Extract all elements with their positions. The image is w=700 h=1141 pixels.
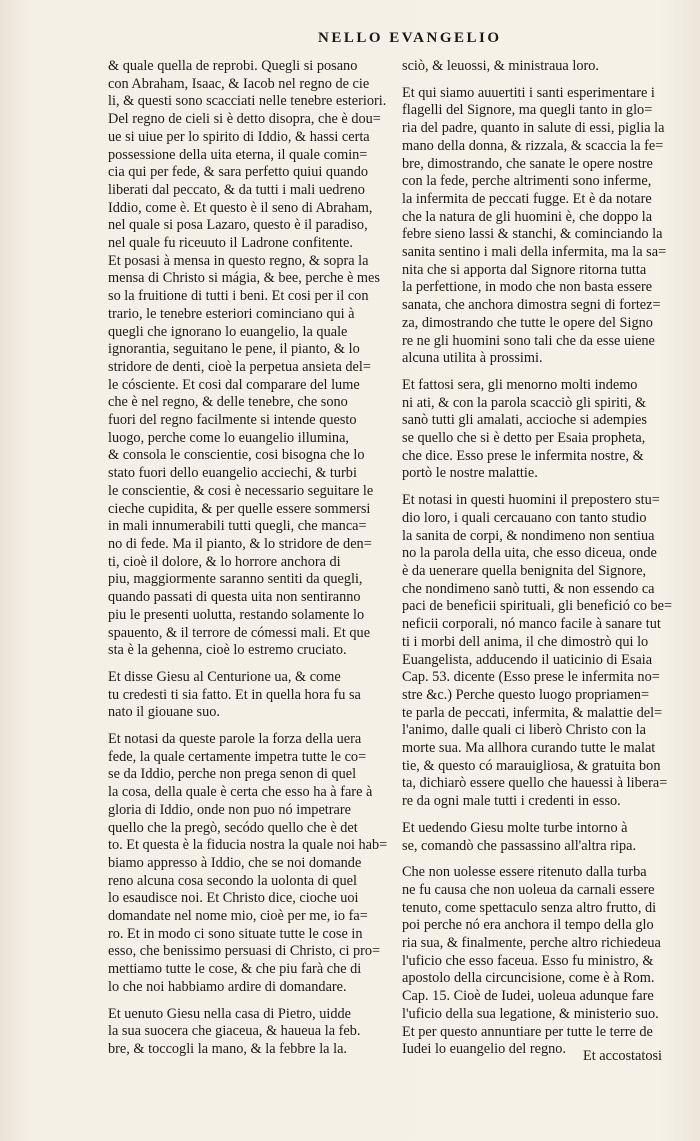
text-line: no di fede. Ma il pianto, & lo stridore de den= [108, 535, 372, 552]
paragraph [402, 820, 680, 855]
text-line: li, & questi sono scacciati nelle tenebre esteriori. [108, 93, 387, 110]
text-line: cieche cupidita, & per quelle essere sommersi [108, 500, 371, 517]
text-line: se da Iddio, perche non prega senon di quel [108, 766, 357, 783]
text-line: quando passati di questa uita non sentiranno [108, 589, 361, 606]
text-line: sanita sentino i mali della infermita, ma la sa= [402, 244, 667, 261]
text-line: mettiamo tutte le cose, & che piu farà che di [108, 961, 362, 978]
paragraph [402, 492, 680, 811]
text-line: l'uficio che esso faceua. Esso fu ministro, & [402, 952, 654, 969]
text-line: to. Et questa è la fiducia nostra la quale noi hab= [108, 837, 388, 854]
right-column [402, 58, 680, 1068]
text-line: l'animo, dalle quali ci liberò Christo con la [402, 722, 646, 739]
text-line: tu credesti ti sia fatto. Et in quella hora fu sa [108, 686, 361, 703]
text-line: re ne gli huomini sono tali che da esse uiene [402, 332, 655, 349]
text-line: ti, cioè il dolore, & lo horrore anchora di [108, 553, 341, 570]
text-line: tie, & questo có marauigliosa, & gratuita bon [402, 757, 661, 774]
text-line: ria del padre, quanto in salute di essi, piglia la [402, 120, 665, 137]
text-line: se quello che si è detto per Esaia propheta, [402, 430, 646, 447]
text-line: ignorantia, seguitano le pene, il pianto, & lo [108, 341, 360, 358]
text-line: poi perche nó era anchora il tempo della glo [402, 917, 654, 934]
text-line: mano della donna, & rizzala, & scaccia la fe= [402, 137, 664, 154]
text-line: piu, maggiormente saranno sentiti da quegli, [108, 571, 363, 588]
text-line: fede, la quale certamente impetra tutte le co= [108, 748, 367, 765]
catchword: Et accostatosi [583, 1048, 663, 1064]
paragraph [402, 85, 680, 368]
paragraph [108, 731, 390, 997]
text-line: è da uenerare quella benignita del Signore, [402, 562, 647, 579]
text-line: stato fuori dello euangelio acciechi, & turbi [108, 465, 357, 482]
text-line: che nondimeno sanò tutti, & non essendo ca [402, 580, 655, 597]
text-line: la cosa, della quale è certa che esso ha à fare à [108, 784, 373, 801]
text-line: la sanita de corpi, & nondimeno non sentiua [402, 527, 655, 544]
text-line: che la natura de gli huomini è, che doppo la [402, 208, 653, 225]
paragraph [108, 669, 390, 722]
text-line: trario, le tenebre esteriori cominciano qui à [108, 305, 355, 322]
text-line: luogo, perche come lo euangelio illumina, [108, 429, 349, 446]
text-line: & consola le conscientie, cosi bisogna che lo [108, 447, 365, 464]
text-line: lo che noi habbiamo ardire di domandare. [108, 978, 347, 995]
text-line: Che non uolesse essere ritenuto dalla turba [402, 864, 647, 881]
text-line: la infermita de peccati fugge. Et è da notare [402, 190, 652, 207]
text-line: ni ati, & con la parola scacciò gli spiriti, & [402, 394, 647, 411]
text-line: Et disse Giesu al Centurione ua, & come [108, 668, 341, 685]
text-line: quegli che ignorano lo euangelio, la quale [108, 323, 348, 340]
text-line: Et fattosi sera, gli menorno molti indemo [402, 376, 638, 393]
text-line: nita che si apporta dal Signore ritorna tutta [402, 261, 647, 278]
paragraph [108, 58, 390, 660]
text-line: Et per questo annuntiare per tutte le terre de [402, 1023, 653, 1040]
text-line: le cósciente. Et cosi dal comparare del lume [108, 376, 360, 393]
text-line: che dice. Esso prese le infermita nostre, & [402, 447, 644, 464]
text-line: Et notasi in questi huomini il prepostero stu= [402, 492, 660, 509]
text-line: domandate nel nome mio, cioè per me, io fa= [108, 908, 368, 925]
text-line: l'uficio della sua legatione, & ministerio suo. [402, 1005, 659, 1022]
text-line: Iudei lo euangelio del regno. [402, 1041, 566, 1058]
text-line: tenuto, come spettaculo senza altro frutto, di [402, 899, 657, 916]
text-line: Et uedendo Giesu molte turbe intorno à [402, 819, 628, 836]
text-line: sciò, & leuossi, & ministraua loro. [402, 58, 599, 74]
text-line: Et qui siamo auuertiti i santi esperimentare i [402, 84, 655, 101]
text-line: portò le nostre malattie. [402, 465, 538, 482]
text-line: no la parola della uita, che esso diceua, onde [402, 545, 657, 562]
text-line: la sua suocera che giaceua, & haueua la feb. [108, 1023, 361, 1040]
text-line: piu le presenti uolutta, restando solamente lo [108, 606, 365, 623]
text-line: mensa di Christo si mágia, & bee, perche è mes [108, 270, 380, 287]
text-line: le conscientie, & cosi è necessario seguitare le [108, 482, 374, 499]
text-line: re da ogni male tutti i credenti in esso. [402, 793, 621, 810]
left-column [108, 58, 390, 1068]
text-line: stridore de denti, cioè la perpetua ansieta del= [108, 358, 371, 375]
text-line: ti i morbi dell anima, il che dimostrò qui lo [402, 633, 649, 650]
text-line: dio loro, i quali cercauano con tanto studio [402, 509, 647, 526]
text-line: so la fruitione di tutti i beni. Et cosi per il con [108, 288, 369, 305]
text-line: sta è la gehenna, cioè lo estremo cruciato. [108, 642, 347, 659]
text-line: Et posasi à mensa in questo regno, & sopra la [108, 252, 369, 269]
text-line: in mali innumerabili tutti quegli, che manca= [108, 518, 367, 535]
text-line: Iddio, come è. Et questo è il seno di Abraham, [108, 199, 373, 216]
text-line: se, comandò che passassino all'altra ripa. [402, 837, 637, 854]
text-line: possessione della uita eterna, il quale comin= [108, 146, 368, 163]
text-line: nato il giouane suo. [108, 704, 220, 721]
text-line: Et notasi da queste parole la forza della uera [108, 731, 362, 748]
text-line: za, dimostrando che tutte le opere del Signo [402, 314, 653, 331]
text-line: con Abraham, Isaac, & Iacob nel regno de cie [108, 75, 370, 92]
running-header: NELLO EVANGELIO [318, 30, 502, 46]
paragraph [108, 1006, 390, 1059]
text-line: neficii corporali, nó manco facile à sanare tut [402, 616, 661, 633]
text-line: stre &c.) Perche questo luogo propriamen= [402, 686, 650, 703]
text-line: ue si uiue per lo spirito di Iddio, & hassi certa [108, 128, 370, 145]
text-line: lo esaudisce noi. Et Christo dice, cioche uoi [108, 890, 359, 907]
paragraph [402, 377, 680, 483]
paragraph [402, 58, 680, 76]
paragraph [402, 864, 680, 1059]
text-line: reno alcuna cosa secondo la uolonta di quel [108, 872, 357, 889]
text-line: liberati dal peccato, & da tutti i mali uedreno [108, 181, 365, 198]
text-line: bre, dimostrando, che sanate le opere nostre [402, 155, 653, 172]
text-line: Del regno de cieli si è detto disopra, che è dou= [108, 111, 381, 128]
text-line: Et uenuto Giesu nella casa di Pietro, uidde [108, 1005, 351, 1022]
text-line: flagelli del Signore, ma quegli tanto in glo= [402, 102, 653, 119]
text-line: febre sieno lassi & stanchi, & cominciando la [402, 226, 663, 243]
text-line: sanò tutti gli amalati, accioche si adempies [402, 412, 647, 429]
text-line: nel quale si posa Lazaro, questo è il paradiso, [108, 217, 368, 234]
text-line: biamo appresso à Iddio, che se noi domande [108, 854, 362, 871]
text-line: te parla de peccati, infermita, & malattie del= [402, 704, 663, 721]
text-line: ro. Et in modo ci sono situate tutte le cose in [108, 925, 363, 942]
text-line: fuori del regno facilmente si intende questo [108, 412, 357, 429]
text-line: morte sua. Ma allhora curando tutte le malat [402, 740, 656, 757]
text-line: con la fede, perche altrimenti sono inferme, [402, 173, 652, 190]
text-line: quello che la pregò, secódo quello che è det [108, 819, 358, 836]
text-line: cia qui per fede, & sara perfetto quiui quando [108, 164, 369, 181]
text-line: & quale quella de reprobi. Quegli si posano [108, 58, 358, 74]
text-line: ne fu causa che non uoleua da carnali essere [402, 881, 655, 898]
text-line: apostolo della circuncisione, come è à Rom. [402, 970, 655, 987]
text-line: spauento, & il terrore de cómessi mali. Et que [108, 624, 371, 641]
text-line: bre, & toccogli la mano, & la febbre la la. [108, 1040, 347, 1057]
text-line: Euangelista, adducendo il uaticinio di Esaia [402, 651, 653, 668]
text-line: esso, che benissimo persuasi di Christo, ci pro= [108, 943, 381, 960]
text-line: nel quale fu riceuuto il Ladrone confitente. [108, 235, 353, 252]
text-line: Cap. 15. Cioè de Iudei, uoleua adunque fare [402, 988, 654, 1005]
text-line: sanata, che anchora dimostra segni di fortez= [402, 297, 661, 314]
text-line: ria sua, & finalmente, perche altro richiedeua [402, 935, 661, 952]
text-line: gloria di Iddio, onde non puo nó impetrare [108, 801, 351, 818]
text-line: la perfettione, in modo che non basta essere [402, 279, 653, 296]
text-line: alcuna utilita à prossimi. [402, 350, 543, 367]
text-line: paci de beneficii spirituali, gli benefició co be= [402, 598, 673, 615]
text-line: che è nel regno, & delle tenebre, che sono [108, 394, 348, 411]
text-line: ta, dichiarò essere quello che hauessi à libera= [402, 775, 668, 792]
text-line: Cap. 53. dicente (Esso prese le infermita no= [402, 669, 660, 686]
